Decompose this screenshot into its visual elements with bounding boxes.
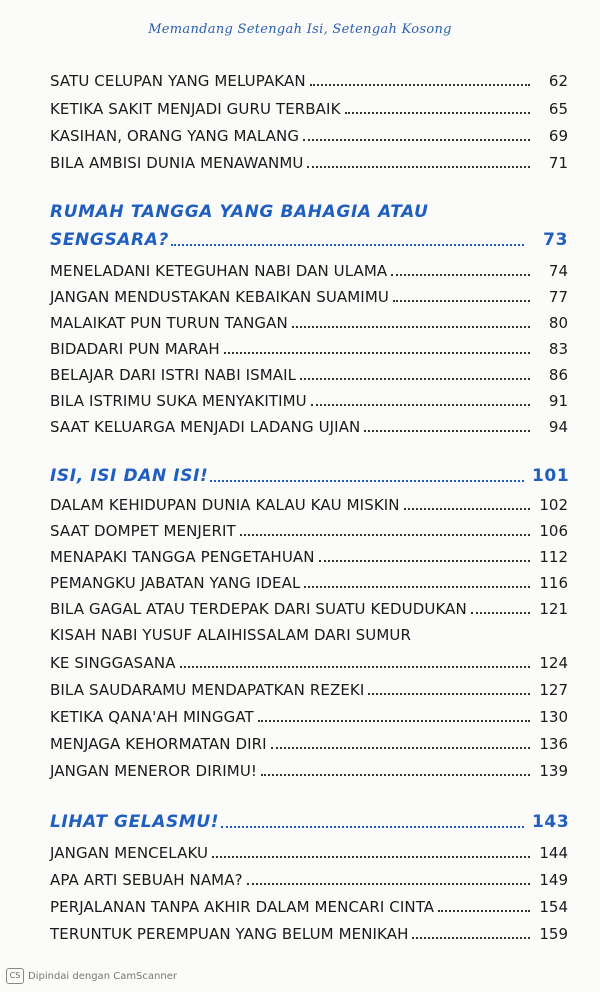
entry-page: 106 — [539, 522, 568, 540]
toc-entry — [50, 388, 568, 414]
dot-leader — [303, 139, 530, 141]
entry-title: BELAJAR DARI ISTRI NABI ISMAIL — [50, 366, 297, 384]
entry-title: BILA GAGAL ATAU TERDEPAK DARI SUATU KEDUDUKAN — [50, 600, 467, 618]
entry-title: PEMANGKU JABATAN YANG IDEAL — [50, 574, 301, 592]
dot-leader — [393, 300, 530, 302]
section-heading — [50, 808, 568, 836]
entry-page: 74 — [548, 262, 568, 280]
entry-title: KE SINGGASANA — [50, 654, 176, 672]
dot-leader — [221, 826, 524, 828]
dot-leader — [292, 326, 530, 328]
toc-entry — [50, 622, 568, 648]
section-page: 101 — [532, 466, 570, 486]
section-title-line-2: SENGSARA? — [50, 230, 169, 250]
entry-title: MENAPAKI TANGGA PENGETAHUAN — [50, 548, 315, 566]
toc-entry — [50, 570, 568, 596]
toc-entry — [50, 123, 568, 149]
watermark-text: Dipindai dengan CamScanner — [28, 970, 177, 982]
entry-page: 62 — [548, 72, 568, 90]
toc-entry — [50, 544, 568, 570]
entry-title: MALAIKAT PUN TURUN TANGAN — [50, 314, 288, 332]
entry-title: KASIHAN, ORANG YANG MALANG — [50, 127, 300, 145]
entry-title: BILA SAUDARAMU MENDAPATKAN REZEKI — [50, 681, 365, 699]
toc-entry — [50, 840, 568, 866]
toc-entry — [50, 336, 568, 362]
entry-title: KETIKA SAKIT MENJADI GURU TERBAIK — [50, 100, 341, 118]
entry-title: JANGAN MENCELAKU — [50, 844, 209, 862]
entry-page: 124 — [539, 654, 568, 672]
section-heading — [50, 462, 568, 490]
dot-leader — [247, 883, 530, 885]
dot-leader — [311, 404, 530, 406]
entry-page: 159 — [539, 925, 568, 943]
dot-leader — [345, 112, 530, 114]
entry-title: JANGAN MENEROR DIRIMU! — [50, 762, 258, 780]
entry-page: 154 — [539, 898, 568, 916]
section-page: 143 — [532, 812, 570, 832]
entry-page: 130 — [539, 708, 568, 726]
dot-leader — [471, 612, 530, 614]
entry-page: 94 — [548, 418, 568, 436]
toc-entry — [50, 731, 568, 757]
entry-title: DALAM KEHIDUPAN DUNIA KALAU KAU MISKIN — [50, 496, 400, 514]
toc-entry — [50, 414, 568, 440]
dot-leader — [391, 274, 530, 276]
toc-entry — [50, 96, 568, 122]
entry-page: 83 — [548, 340, 568, 358]
entry-title: BILA AMBISI DUNIA MENAWANMU — [50, 154, 304, 172]
toc-entry — [50, 150, 568, 176]
toc-entry — [50, 867, 568, 893]
toc-entry — [50, 310, 568, 336]
entry-title: PERJALANAN TANPA AKHIR DALAM MENCARI CINTA — [50, 898, 435, 916]
dot-leader — [300, 378, 530, 380]
entry-title: KISAH NABI YUSUF ALAIHISSALAM DARI SUMUR — [50, 626, 411, 644]
entry-page: 112 — [539, 548, 568, 566]
section-title-line-1: RUMAH TANGGA YANG BAHAGIA ATAU — [50, 202, 429, 222]
dot-leader — [364, 430, 530, 432]
entry-title: TERUNTUK PEREMPUAN YANG BELUM MENIKAH — [50, 925, 409, 943]
entry-page: 127 — [539, 681, 568, 699]
toc-entry — [50, 921, 568, 947]
toc-entry — [50, 284, 568, 310]
entry-page: 71 — [548, 154, 568, 172]
entry-page: 144 — [539, 844, 568, 862]
scanner-watermark — [6, 968, 177, 984]
entry-title: MENELADANI KETEGUHAN NABI DAN ULAMA — [50, 262, 388, 280]
dot-leader — [224, 352, 530, 354]
toc-entry — [50, 677, 568, 703]
section-heading — [50, 198, 568, 254]
entry-page: 91 — [548, 392, 568, 410]
entry-page: 102 — [539, 496, 568, 514]
toc-entry — [50, 758, 568, 784]
toc-entry — [50, 518, 568, 544]
dot-leader — [210, 480, 524, 482]
dot-leader — [271, 747, 530, 749]
entry-title: BIDADARI PUN MARAH — [50, 340, 220, 358]
toc-entry — [50, 704, 568, 730]
dot-leader — [307, 166, 530, 168]
dot-leader — [438, 910, 530, 912]
entry-title: SAAT DOMPET MENJERIT — [50, 522, 236, 540]
entry-title: KETIKA QANA'AH MINGGAT — [50, 708, 254, 726]
entry-title: APA ARTI SEBUAH NAMA? — [50, 871, 243, 889]
dot-leader — [212, 856, 530, 858]
entry-page: 136 — [539, 735, 568, 753]
section-page: 73 — [543, 230, 568, 250]
dot-leader — [304, 586, 530, 588]
entry-title: JANGAN MENDUSTAKAN KEBAIKAN SUAMIMU — [50, 288, 389, 306]
dot-leader — [258, 720, 530, 722]
entry-page: 121 — [539, 600, 568, 618]
entry-page: 149 — [539, 871, 568, 889]
toc-entry — [50, 362, 568, 388]
entry-title: SATU CELUPAN YANG MELUPAKAN — [50, 72, 306, 90]
running-head: Memandang Setengah Isi, Setengah Kosong — [148, 22, 452, 37]
dot-leader — [368, 693, 530, 695]
entry-page: 139 — [539, 762, 568, 780]
dot-leader — [240, 534, 530, 536]
toc-entry — [50, 596, 568, 622]
dot-leader — [404, 508, 530, 510]
camscanner-icon: CS — [6, 968, 24, 984]
section-title: LIHAT GELASMU! — [50, 812, 220, 832]
dot-leader — [261, 774, 530, 776]
toc-entry — [50, 258, 568, 284]
entry-page: 77 — [548, 288, 568, 306]
entry-title: SAAT KELUARGA MENJADI LADANG UJIAN — [50, 418, 361, 436]
toc-entry — [50, 492, 568, 518]
entry-title: MENJAGA KEHORMATAN DIRI — [50, 735, 267, 753]
toc-entry — [50, 68, 568, 94]
entry-page: 80 — [548, 314, 568, 332]
entry-page: 86 — [548, 366, 568, 384]
entry-page: 65 — [548, 100, 568, 118]
entry-page: 69 — [548, 127, 568, 145]
dot-leader — [412, 937, 530, 939]
entry-page: 116 — [539, 574, 568, 592]
toc-entry — [50, 894, 568, 920]
dot-leader — [319, 560, 530, 562]
section-title: ISI, ISI DAN ISI! — [50, 466, 209, 486]
dot-leader — [310, 84, 530, 86]
dot-leader — [180, 666, 530, 668]
entry-title: BILA ISTRIMU SUKA MENYAKITIMU — [50, 392, 307, 410]
dot-leader — [171, 244, 524, 246]
toc-entry — [50, 650, 568, 676]
